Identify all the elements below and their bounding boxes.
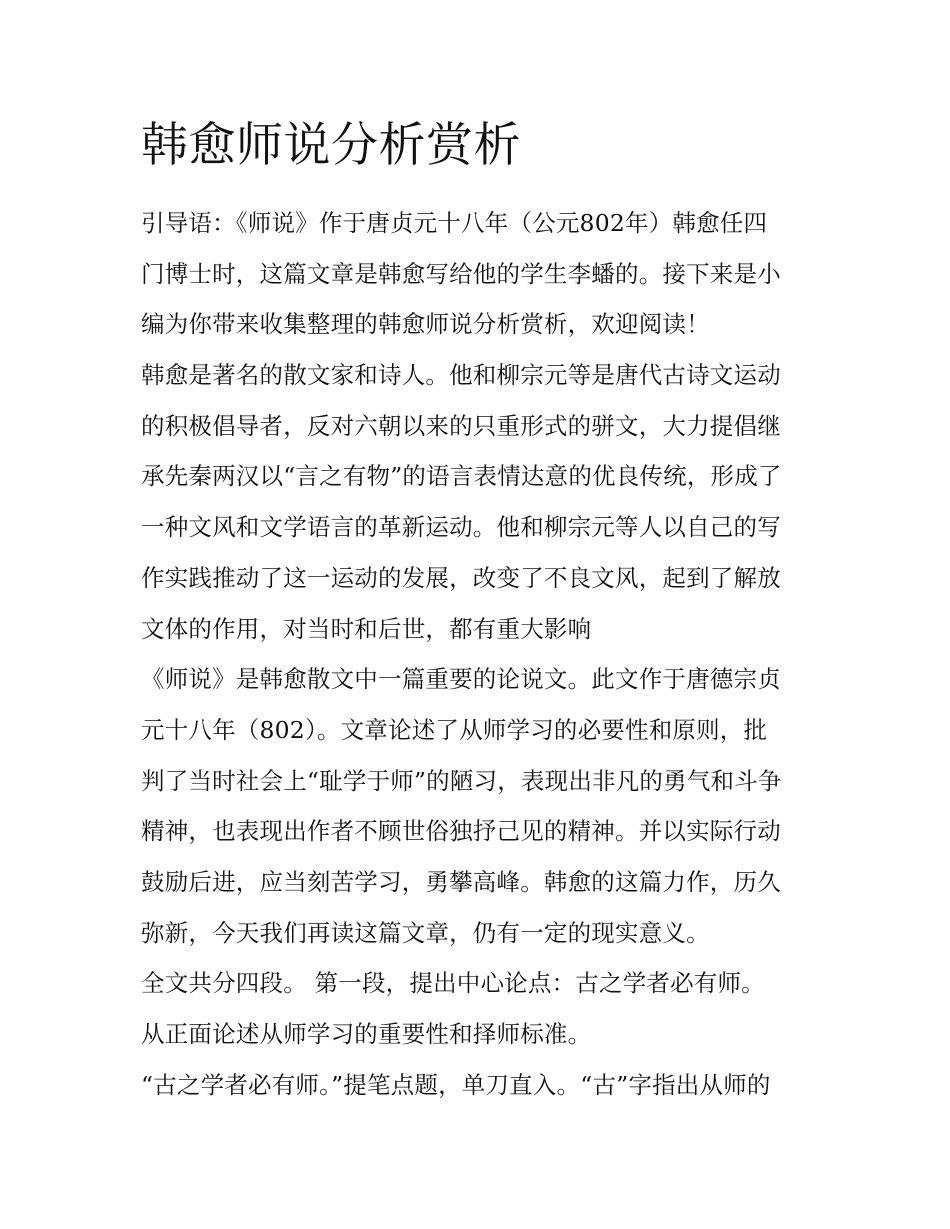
text-line-4: 韩愈是著名的散文家和诗人。他和柳宗元等是唐代古诗文运动 (141, 361, 781, 390)
text-line-17: 从正面论述从师学习的重要性和择师标准。 (141, 1020, 592, 1048)
text-line-8: 作实践推动了这一运动的发展，改变了不良文风，起到了解放 (141, 563, 781, 592)
text-line-18: “古之学者必有师。”提笔点题，单刀直入。“古”字指出从师的 (141, 1070, 771, 1099)
text-line-6: 承先秦两汉以“言之有物”的语言表情达意的优良传统，形成了 (141, 462, 782, 491)
text-line-15: 弥新，今天我们再读这篇文章，仍有一定的现实意义。 (141, 918, 710, 947)
document-body (141, 198, 821, 1110)
document-title: 韩愈师说分析赏析 (141, 118, 521, 173)
text-line-11: 元十八年（802）。文章论述了从师学习的必要性和原则，批 (141, 715, 768, 744)
text-line-1: 引导语：《师说》作于唐贞元十八年（公元802年）韩愈任四 (141, 209, 768, 237)
text-line-3: 编为你带来收集整理的韩愈师说分析赏析，欢迎阅读！ (141, 310, 710, 339)
text-line-14: 鼓励后进，应当刻苦学习，勇攀高峰。韩愈的这篇力作，历久 (141, 867, 781, 896)
text-line-9: 文体的作用，对当时和后世，都有重大影响 (141, 614, 592, 643)
text-line-10: 《师说》是韩愈散文中一篇重要的论说文。此文作于唐德宗贞 (141, 665, 781, 694)
text-line-12: 判了当时社会上“耻学于师”的陋习，表现出非凡的勇气和斗争 (141, 766, 782, 795)
text-line-5: 的积极倡导者，反对六朝以来的只重形式的骈文，大力提倡继 (141, 411, 781, 440)
text-line-13: 精神，也表现出作者不顾世俗独抒己见的精神。并以实际行动 (141, 817, 781, 846)
text-line-2: 门博士时，这篇文章是韩愈写给他的学生李蟠的。接下来是小 (141, 259, 781, 288)
text-line-16: 全文共分四段。 第一段，提出中心论点：古之学者必有师。 (141, 969, 765, 998)
text-line-7: 一种文风和文学语言的革新运动。他和柳宗元等人以自己的写 (141, 513, 781, 542)
